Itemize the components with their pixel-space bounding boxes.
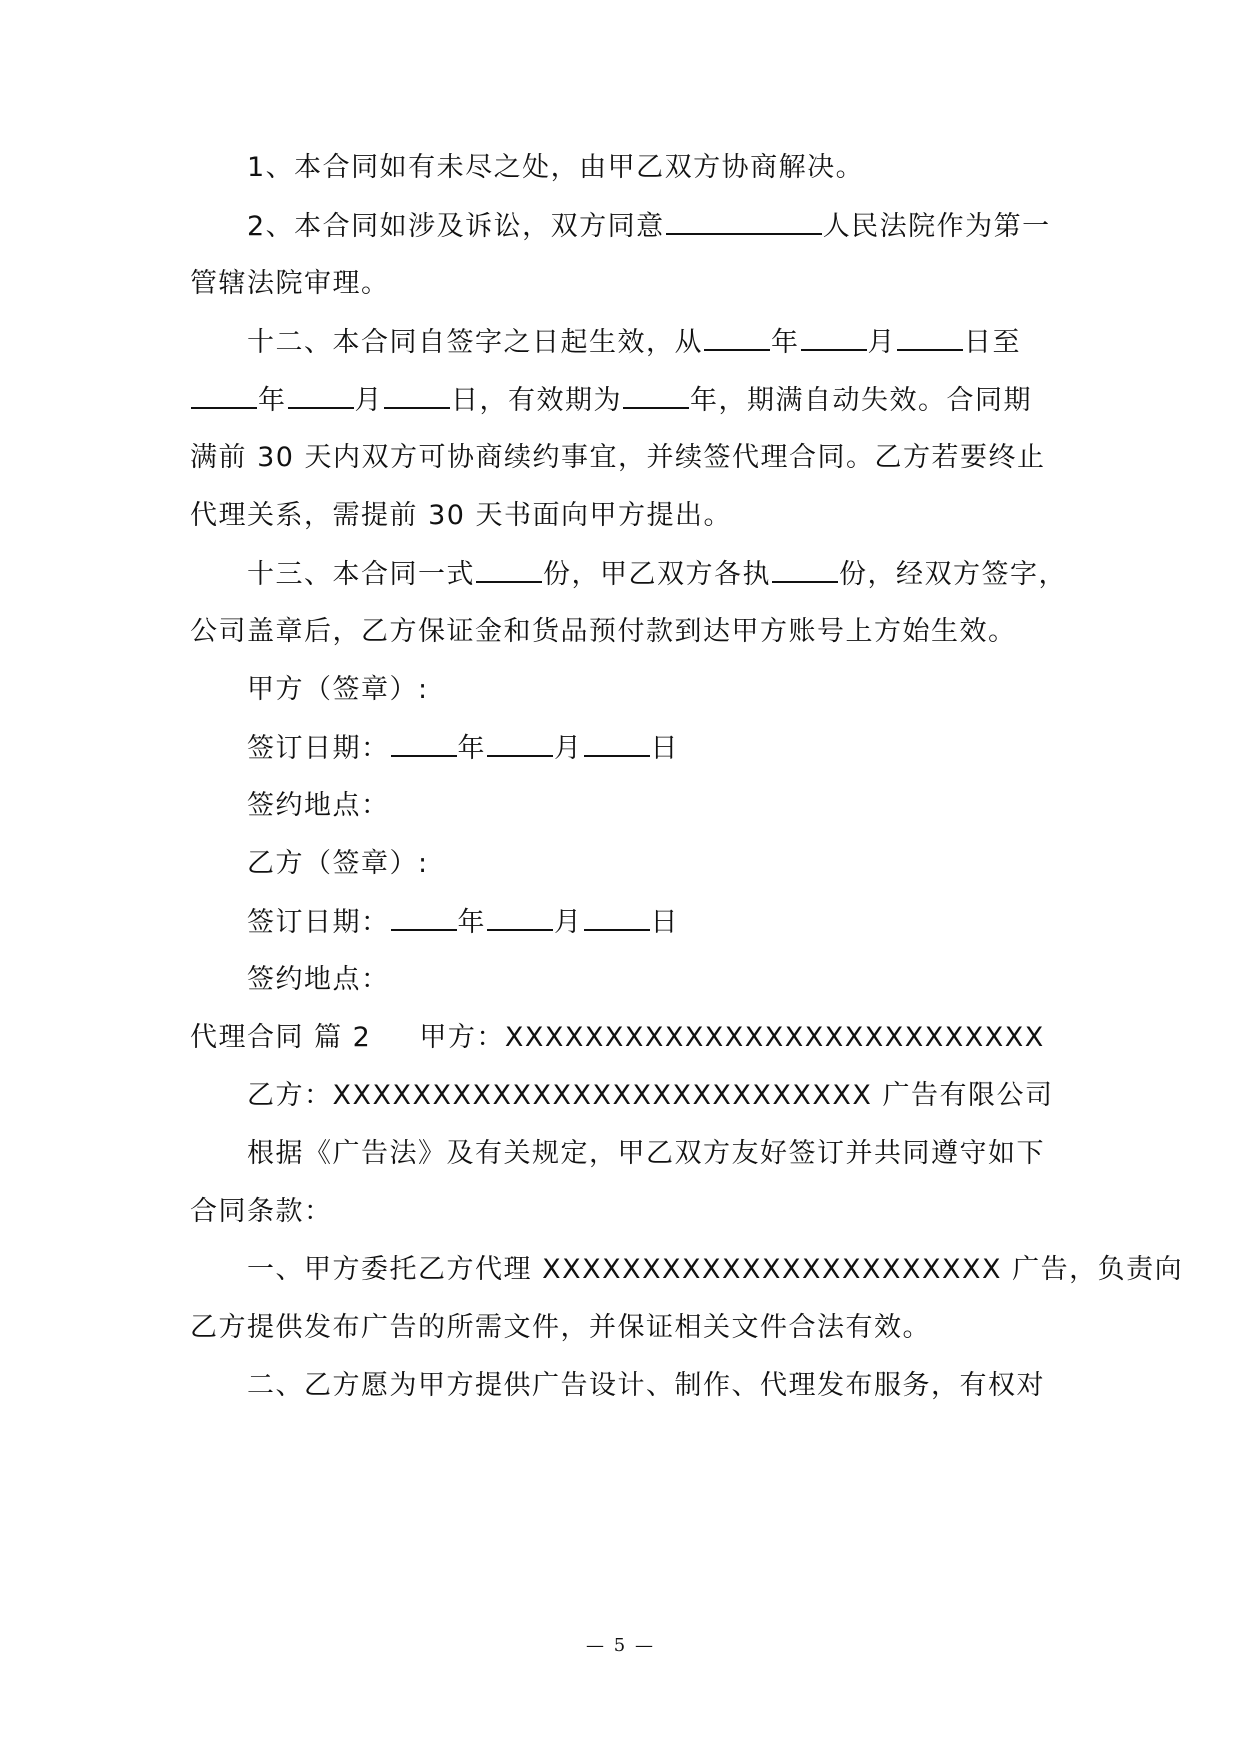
sign-date-day-label: 日 <box>650 907 679 938</box>
clause-1-text: 1、本合同如有未尽之处，由甲乙双方协商解决。 <box>247 152 865 183</box>
clause-12-line-3 <box>190 438 1050 478</box>
sign-date-month-label: 月 <box>554 733 583 764</box>
copies-each-blank <box>772 554 838 583</box>
party-b-sign-date <box>247 902 1107 943</box>
day-blank <box>897 322 963 351</box>
clause-12-year-label-2: 年 <box>258 385 287 416</box>
clause-12-line-2 <box>190 380 1050 421</box>
clause-1-text-cont: 乙方提供发布广告的所需文件，并保证相关文件合法有效。 <box>190 1312 931 1343</box>
clause-13-text-mid: 份，甲乙双方各执 <box>543 559 771 590</box>
month-blank <box>487 902 553 931</box>
clause-2-text: 二、乙方愿为甲方提供广告设计、制作、代理发布服务，有权对 <box>247 1370 1045 1401</box>
year-blank <box>704 322 770 351</box>
clause-12-validity-text: 日，有效期为 <box>451 385 622 416</box>
court-blank <box>666 206 822 235</box>
party-a-sign-date <box>247 728 1107 769</box>
month-blank <box>487 728 553 757</box>
contract-2-clause-1 <box>247 1250 1184 1290</box>
clause-1-text: 一、甲方委托乙方代理 XXXXXXXXXXXXXXXXXXXXXXX 广告，负责向 <box>247 1254 1184 1285</box>
year-blank <box>391 728 457 757</box>
clause-1-line <box>247 148 1107 188</box>
page-number: — 5 — <box>586 1635 655 1656</box>
year-blank <box>391 902 457 931</box>
party-b-sign-place <box>247 960 1107 1000</box>
party-b-signature <box>247 844 1107 884</box>
contract-2-preamble-cont <box>190 1192 1050 1232</box>
clause-12-year-label: 年 <box>771 327 800 358</box>
clause-13-text-start: 十三、本合同一式 <box>247 559 475 590</box>
validity-years-blank <box>623 380 689 409</box>
sign-place-label: 签约地点： <box>247 964 390 995</box>
clause-12-month-label: 月 <box>867 327 896 358</box>
contract-2-party-a: 甲方：XXXXXXXXXXXXXXXXXXXXXXXXXXX <box>419 1022 1045 1053</box>
clause-2-text-end: 人民法院作为第一 <box>822 211 1051 242</box>
day-blank <box>584 728 650 757</box>
day-blank <box>584 902 650 931</box>
clause-13-text-end: 份，经双方签字， <box>839 559 1067 590</box>
clause-13-effective-text: 公司盖章后，乙方保证金和货品预付款到达甲方账号上方始生效。 <box>190 616 1017 647</box>
clause-12-line-1 <box>247 322 1107 363</box>
sign-date-year-label: 年 <box>457 907 486 938</box>
contract-2-heading <box>190 1018 1050 1058</box>
clause-12-termination-text: 代理关系，需提前 30 天书面向甲方提出。 <box>190 500 733 531</box>
sign-date-year-label: 年 <box>457 733 486 764</box>
sign-place-label: 签约地点： <box>247 790 390 821</box>
party-a-signature <box>247 670 1107 710</box>
contract-2-clause-1-cont <box>190 1308 1050 1348</box>
sign-date-day-label: 日 <box>650 733 679 764</box>
party-b-text: 乙方：XXXXXXXXXXXXXXXXXXXXXXXXXXX 广告有限公司 <box>247 1080 1054 1111</box>
clause-13-line-2 <box>190 612 1050 652</box>
sign-date-label: 签订日期： <box>247 907 390 938</box>
clause-12-text-start: 十二、本合同自签字之日起生效，从 <box>247 327 703 358</box>
contract-2-title: 代理合同 篇 2 <box>190 1022 372 1053</box>
clause-2-text-cont: 管辖法院审理。 <box>190 268 390 299</box>
day-blank <box>384 380 450 409</box>
sign-date-label: 签订日期： <box>247 733 390 764</box>
clause-12-expiry-text: 年，期满自动失效。合同期 <box>690 385 1032 416</box>
month-blank <box>801 322 867 351</box>
clause-2-line <box>247 206 1107 247</box>
party-a-sign-place <box>247 786 1107 826</box>
month-blank <box>288 380 354 409</box>
clause-2-text-start: 2、本合同如涉及诉讼，双方同意 <box>247 211 665 242</box>
clause-12-renewal-text: 满前 30 天内双方可协商续约事宜，并续签代理合同。乙方若要终止 <box>190 442 1046 473</box>
clause-12-day-label: 日至 <box>964 327 1021 358</box>
contract-2-clause-2 <box>247 1366 1107 1406</box>
party-b-signature-label: 乙方（签章）: <box>247 848 429 879</box>
contract-2-party-b <box>247 1076 1107 1116</box>
clause-12-line-4 <box>190 496 1050 536</box>
clause-13-line-1 <box>247 554 1107 595</box>
year-blank <box>191 380 257 409</box>
preamble-text-cont: 合同条款： <box>190 1196 333 1227</box>
party-a-signature-label: 甲方（签章）: <box>247 674 429 705</box>
contract-2-preamble <box>247 1134 1107 1174</box>
copies-total-blank <box>476 554 542 583</box>
preamble-text: 根据《广告法》及有关规定，甲乙双方友好签订并共同遵守如下 <box>247 1138 1045 1169</box>
sign-date-month-label: 月 <box>554 907 583 938</box>
clause-2-continuation <box>190 264 1050 304</box>
clause-12-month-label-2: 月 <box>354 385 383 416</box>
